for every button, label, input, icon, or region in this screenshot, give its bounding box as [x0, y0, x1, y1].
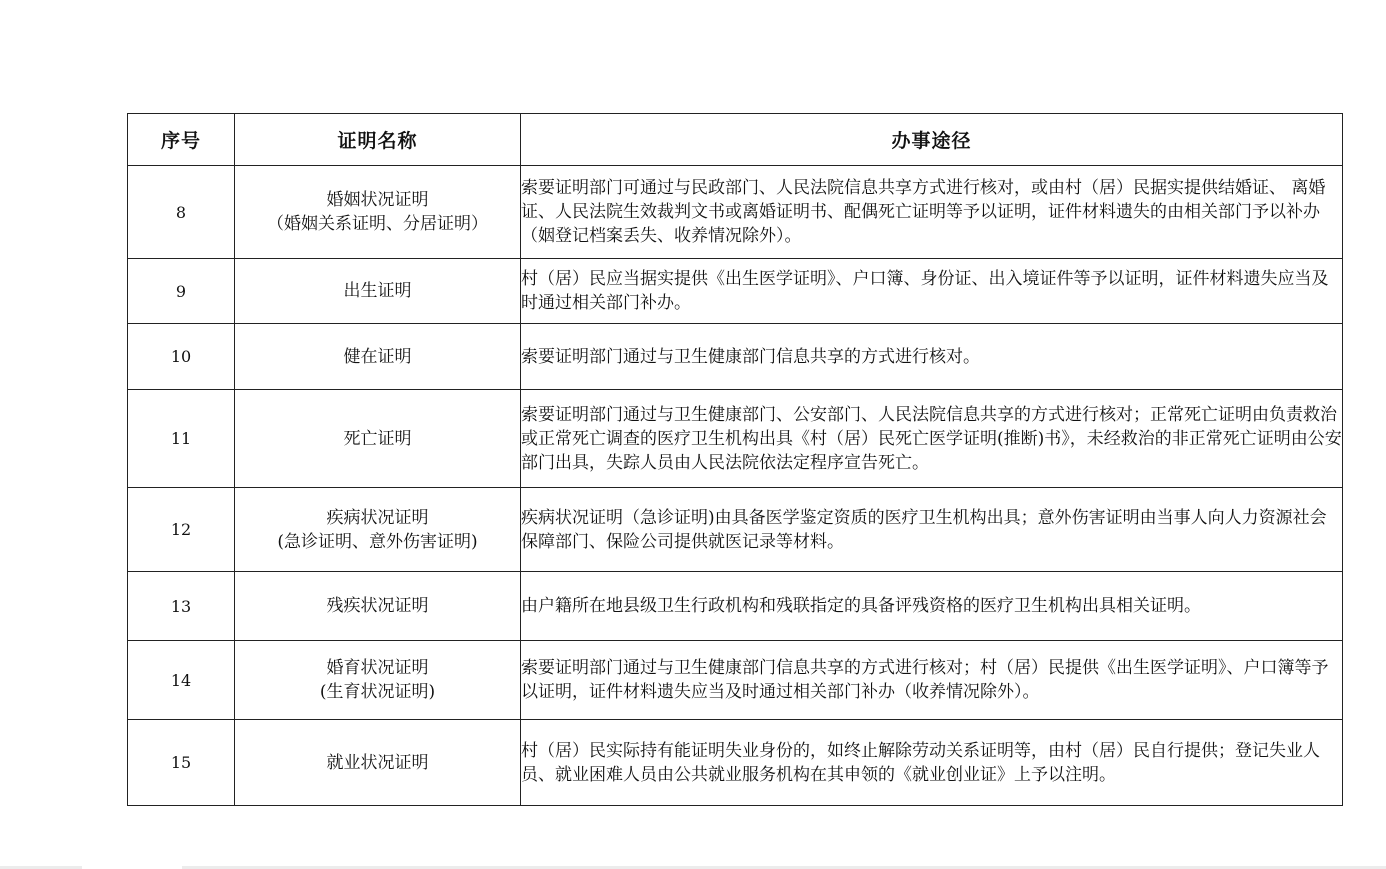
table-row: [128, 166, 1343, 259]
row-certificate-name: [235, 324, 521, 390]
row-certificate-name: [235, 572, 521, 641]
certificate-name-sub: (急诊证明、意外伤害证明): [277, 531, 478, 552]
certificate-name-main: 婚育状况证明: [326, 658, 429, 678]
row-certificate-name: [235, 720, 521, 806]
certificate-name-main: 疾病状况证明: [326, 507, 429, 528]
header-handling-route: 办事途径: [521, 114, 1343, 166]
table-row: [128, 572, 1343, 641]
table-row: [128, 259, 1343, 324]
certificate-name-main: 死亡证明: [343, 428, 412, 449]
header-serial-number: 序号: [128, 114, 235, 166]
header-certificate-name: 证明名称: [235, 114, 521, 166]
certificate-name-sub: （婚姻关系证明、分居证明）: [267, 214, 488, 234]
row-handling-route: 村（居）民应当据实提供《出生医学证明》、户口簿、身份证、出入境证件等予以证明，证件材料遗失应当及时通过相关部门补办。: [521, 259, 1343, 324]
row-serial-number: 15: [128, 720, 235, 806]
row-handling-route: 疾病状况证明（急诊证明)由具备医学鉴定资质的医疗卫生机构出具；意外伤害证明由当事人向人力资源社会保障部门、保险公司提供就医记录等材料。: [521, 488, 1343, 572]
row-serial-number: 13: [128, 572, 235, 641]
certificate-name-sub: (生育状况证明): [319, 682, 436, 702]
row-handling-route: 索要证明部门通过与卫生健康部门信息共享的方式进行核对。: [521, 324, 1343, 390]
row-certificate-name: [235, 259, 521, 324]
table-header-row: [128, 114, 1343, 166]
row-serial-number: 8: [128, 166, 235, 259]
table-row: [128, 488, 1343, 572]
table-row: [128, 390, 1343, 488]
certificate-name-main: 残疾状况证明: [326, 596, 429, 616]
row-serial-number: 11: [128, 390, 235, 488]
row-handling-route: 索要证明部门通过与卫生健康部门、公安部门、人民法院信息共享的方式进行核对；正常死亡证明由负责救治或正常死亡调查的医疗卫生机构出具《村（居）民死亡医学证明(推断)书》，未经救治的非正常死亡证明由公安部门出具，失踪人员由人民法院依法定程序宣告死亡。: [521, 390, 1343, 488]
row-handling-route: 由户籍所在地县级卫生行政机构和残联指定的具备评残资格的医疗卫生机构出具相关证明。: [521, 572, 1343, 641]
row-handling-route: 村（居）民实际持有能证明失业身份的，如终止解除劳动关系证明等，由村（居）民自行提供；登记失业人员、就业困难人员由公共就业服务机构在其申领的《就业创业证》上予以注明。: [521, 720, 1343, 806]
row-certificate-name: [235, 488, 521, 572]
certificate-name-main: 健在证明: [343, 346, 412, 367]
row-serial-number: 9: [128, 259, 235, 324]
row-serial-number: 14: [128, 641, 235, 720]
certificate-name-main: 就业状况证明: [326, 752, 429, 773]
row-handling-route: 索要证明部门通过与卫生健康部门信息共享的方式进行核对；村（居）民提供《出生医学证明》、户口簿等予以证明，证件材料遗失应当及时通过相关部门补办（收养情况除外）。: [521, 641, 1343, 720]
row-serial-number: 12: [128, 488, 235, 572]
row-handling-route: 索要证明部门可通过与民政部门、人民法院信息共享方式进行核对，或由村（居）民据实提供结婚证、 离婚证、人民法院生效裁判文书或离婚证明书、配偶死亡证明等予以证明，证件材料遗失的由相关部门予以补办（姻登记档案丢失、收养情况除外）。: [521, 166, 1343, 259]
certificate-table: [127, 113, 1343, 806]
table-row: [128, 641, 1343, 720]
certificate-name-main: 出生证明: [343, 281, 412, 301]
row-serial-number: 10: [128, 324, 235, 390]
table-row: [128, 720, 1343, 806]
row-certificate-name: [235, 641, 521, 720]
table-row: [128, 324, 1343, 390]
certificate-name-main: 婚姻状况证明: [326, 190, 429, 210]
row-certificate-name: [235, 390, 521, 488]
row-certificate-name: [235, 166, 521, 259]
